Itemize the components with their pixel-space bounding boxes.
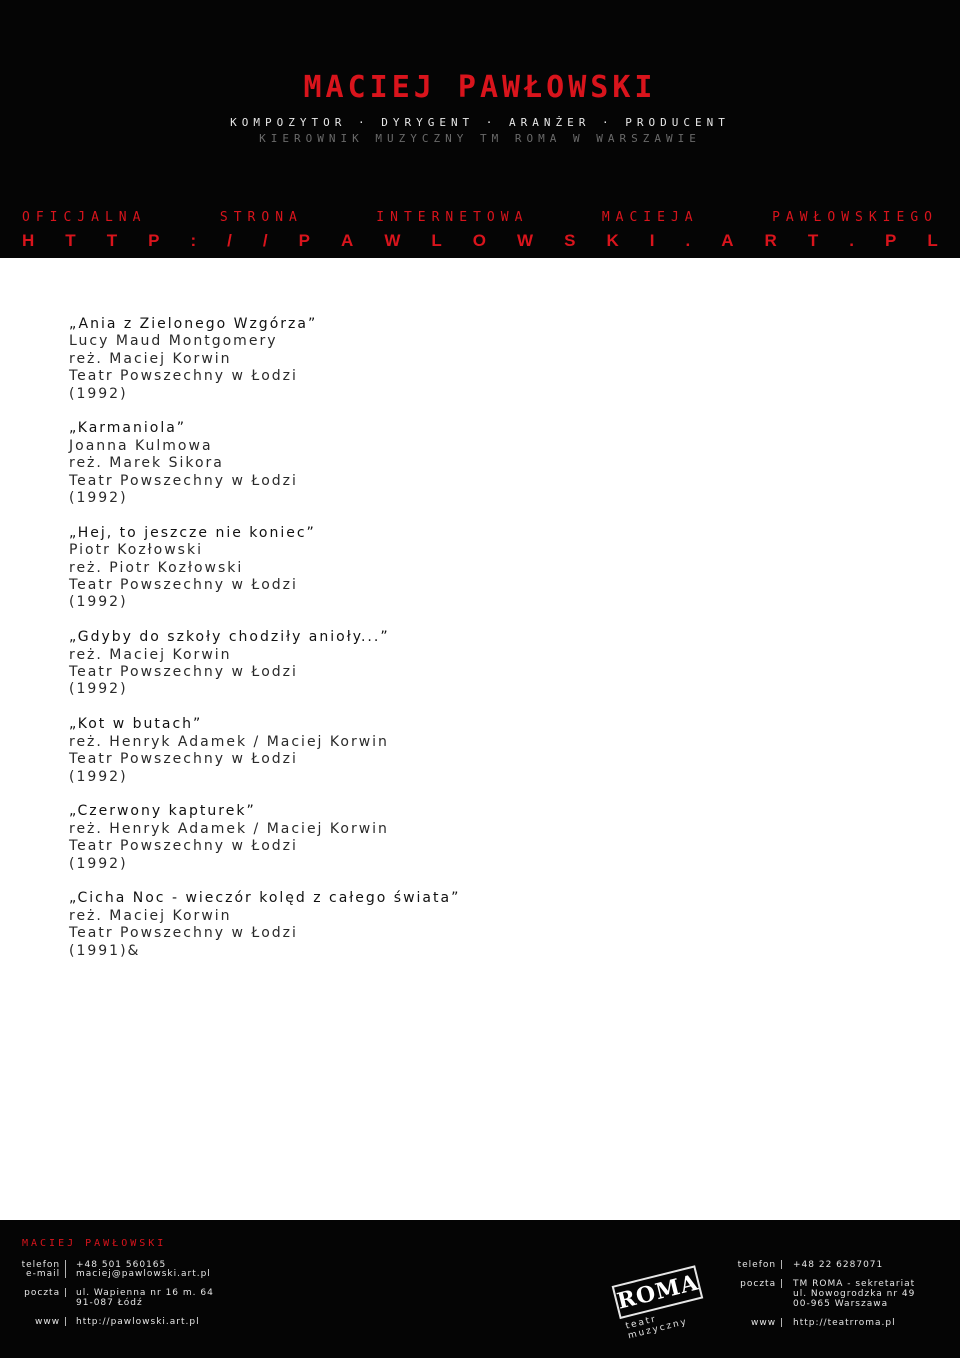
official-word: PAWŁOWSKIEGO — [772, 210, 938, 225]
url-char: P — [298, 231, 310, 250]
production-detail: Teatr Powszechny w Łodzi — [69, 751, 298, 768]
production-detail: (1992) — [69, 768, 128, 785]
production-title: „Czerwony kapturek” — [69, 803, 256, 820]
production-detail: Teatr Powszechny w Łodzi — [69, 664, 298, 681]
url-char: W — [384, 231, 401, 250]
production-title: „Cicha Noc - wieczór kolęd z całego świata” — [69, 890, 461, 907]
url-char: H — [22, 231, 35, 250]
production-detail: reż. Henryk Adamek / Maciej Korwin — [69, 820, 389, 837]
footer-right-phone: +48 22 6287071 — [793, 1260, 884, 1270]
url-char: . — [685, 231, 691, 250]
url-char: L — [927, 231, 938, 250]
production-detail: Lucy Maud Montgomery — [69, 333, 278, 350]
production-detail: (1991)& — [69, 942, 141, 959]
url-char: O — [472, 231, 487, 250]
url-char: K — [606, 231, 619, 250]
footer-left-www-label: www | — [35, 1317, 68, 1327]
footer-right-phone-label: telefon | — [737, 1260, 784, 1270]
production-entry — [69, 716, 769, 786]
production-detail: Teatr Powszechny w Łodzi — [69, 577, 298, 594]
production-detail: (1992) — [69, 490, 128, 507]
production-title: „Gdyby do szkoły chodziły anioły...” — [69, 629, 390, 646]
footer-name: MACIEJ PAWŁOWSKI — [22, 1238, 167, 1249]
teatr-roma-logo — [604, 1257, 723, 1356]
footer-right-post-2: ul. Nowogrodzka nr 49 — [793, 1289, 916, 1299]
production-detail: reż. Maciej Korwin — [69, 907, 232, 924]
site-url[interactable] — [22, 231, 938, 251]
production-entry — [69, 890, 769, 960]
url-char: T — [106, 231, 118, 250]
url-char: T — [65, 231, 76, 250]
official-site-tagline — [22, 210, 938, 225]
roma-logo-text: ROMA — [612, 1265, 704, 1319]
footer-left-email[interactable]: maciej@pawlowski.art.pl — [76, 1269, 211, 1279]
url-char: P — [885, 231, 897, 250]
page-footer — [0, 1220, 960, 1358]
official-word: STRONA — [219, 210, 303, 225]
production-detail: Teatr Powszechny w Łodzi — [69, 838, 298, 855]
url-char: I — [649, 231, 655, 250]
footer-right-post-3: 00-965 Warszawa — [793, 1299, 889, 1309]
url-char: : — [190, 231, 197, 250]
header-position: KIEROWNIK MUZYCZNY TM ROMA W WARSZAWIE — [259, 132, 701, 145]
production-title: „Hej, to jeszcze nie koniec” — [69, 524, 316, 541]
production-detail: reż. Henryk Adamek / Maciej Korwin — [69, 733, 389, 750]
production-detail: Piotr Kozłowski — [69, 542, 203, 559]
url-char: / — [262, 231, 268, 250]
url-char: / — [227, 231, 232, 250]
production-detail: reż. Marek Sikora — [69, 455, 224, 472]
production-detail: (1992) — [69, 594, 128, 611]
production-entry — [69, 316, 769, 403]
url-char: T — [807, 231, 819, 250]
page-header — [0, 0, 960, 258]
footer-right-post-1: TM ROMA - sekretariat — [793, 1279, 916, 1289]
production-title: „Ania z Zielonego Wzgórza” — [69, 316, 318, 332]
footer-left-phone-label: telefon | — [21, 1260, 68, 1270]
url-char: P — [148, 231, 160, 250]
url-char: . — [849, 231, 854, 250]
roma-logo-subtext: teatr muzyczny — [624, 1314, 689, 1342]
production-title: „Karmaniola” — [69, 420, 187, 437]
footer-left-post-label: poczta | — [24, 1288, 68, 1298]
production-entry — [69, 629, 769, 699]
footer-left-post-1: ul. Wapienna nr 16 m. 64 — [76, 1288, 214, 1298]
production-detail: reż. Maciej Korwin — [69, 646, 232, 663]
footer-right-www-label: www | — [751, 1318, 784, 1328]
official-word: MACIEJA — [601, 210, 699, 225]
url-char: W — [517, 231, 534, 250]
header-roles: KOMPOZYTOR · DYRYGENT · ARANŻER · PRODUCENT — [230, 116, 730, 129]
production-detail: (1992) — [69, 681, 128, 698]
url-char: L — [431, 231, 442, 250]
footer-left-email-label: e-mail | — [26, 1269, 68, 1279]
production-detail: Teatr Powszechny w Łodzi — [69, 472, 298, 489]
production-detail: reż. Maciej Korwin — [69, 350, 232, 367]
footer-left-post-2: 91-087 Łódź — [76, 1298, 143, 1308]
production-entry — [69, 420, 769, 507]
footer-right-www[interactable]: http://teatrroma.pl — [793, 1318, 896, 1328]
header-name: MACIEJ PAWŁOWSKI — [303, 70, 657, 105]
production-entry — [69, 803, 769, 873]
production-detail: (1992) — [69, 855, 128, 872]
production-entry — [69, 525, 769, 612]
production-title: „Kot w butach” — [69, 716, 203, 733]
production-detail: Teatr Powszechny w Łodzi — [69, 925, 298, 942]
production-detail: (1992) — [69, 385, 128, 402]
production-detail: Teatr Powszechny w Łodzi — [69, 368, 298, 385]
url-char: S — [564, 231, 576, 250]
footer-right-post-label: poczta | — [740, 1279, 784, 1289]
url-char: R — [764, 231, 777, 250]
production-detail: reż. Piotr Kozłowski — [69, 559, 244, 576]
url-char: A — [721, 231, 734, 250]
official-word: INTERNETOWA — [376, 210, 529, 225]
production-detail: Joanna Kulmowa — [69, 437, 213, 454]
productions-list — [69, 316, 769, 977]
footer-left-www[interactable]: http://pawlowski.art.pl — [76, 1317, 200, 1327]
footer-left-phone: +48 501 560165 — [76, 1260, 167, 1270]
official-word: OFICJALNA — [22, 210, 147, 225]
url-char: A — [341, 231, 354, 250]
